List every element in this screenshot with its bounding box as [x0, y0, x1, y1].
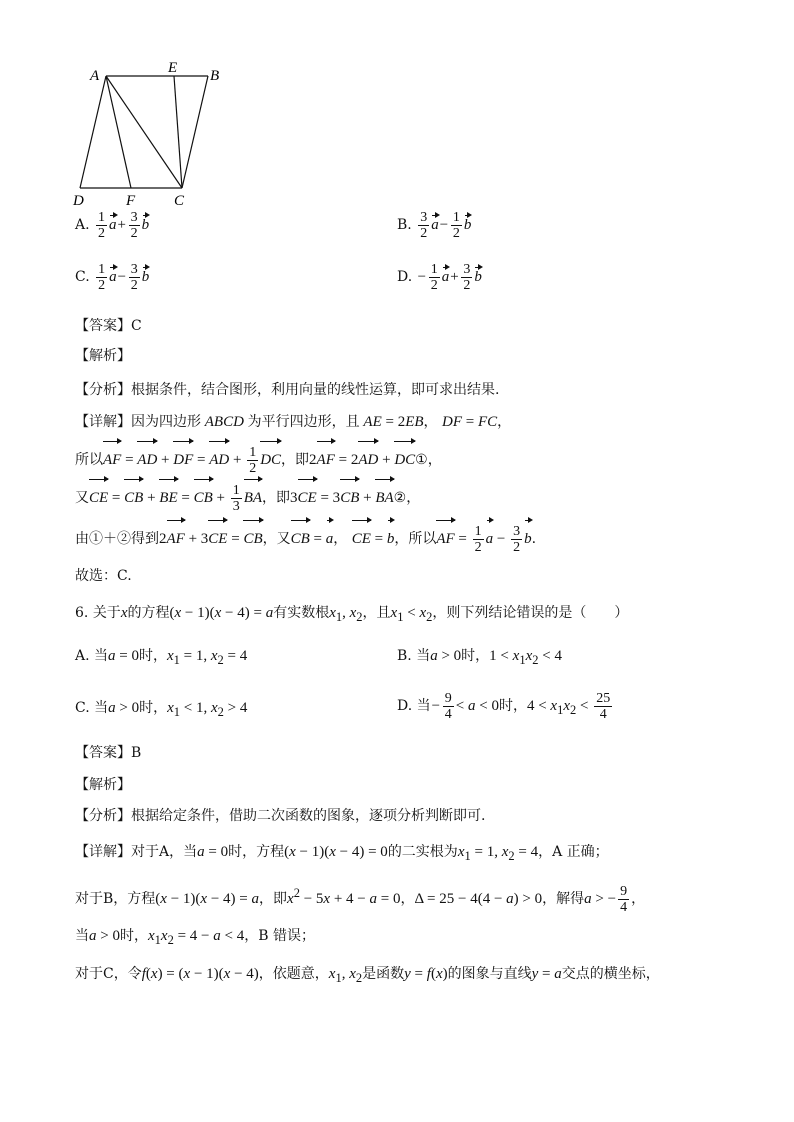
- segment-EC: [174, 76, 182, 188]
- q5-option-c: C. $\frac{1}{2}$ a− $\frac{3}{2}$ b: [75, 262, 150, 293]
- point-label-E: E: [168, 60, 178, 76]
- q5-answer: 【答案】C: [75, 318, 142, 334]
- point-label-A: A: [90, 68, 100, 84]
- point-label-B: B: [210, 68, 220, 84]
- parallelogram-figure: [70, 60, 230, 210]
- point-label-C: C: [174, 193, 185, 209]
- q5-fenxi: 【分析】根据条件，结合图形，利用向量的线性运算，即可求出结果.: [75, 382, 500, 398]
- q6-detail-b2: 当a > 0时，$x_1x_2 = 4 - a < 4$，B 错误；: [75, 928, 315, 947]
- q6-stem: 6. 关于x的方程(x − 1)(x − 4) = a有实数根$x_1$, $x_2$，且$x_1 < x_2$，则下列结论错误的是（ ）: [75, 605, 629, 624]
- segment-AF: [106, 76, 131, 188]
- q6-fenxi: 【分析】根据给定条件，借助二次函数的图象，逐项分析判断即可.: [75, 808, 486, 824]
- q6-option-a: A. 当a = 0时，$x_1 = 1$, $x_2 = 4$: [75, 648, 248, 667]
- q5-option-a: A. $\frac{1}{2}$ a+ $\frac{3}{2}$ b: [75, 210, 150, 241]
- q6-option-c: C. 当a > 0时，$x_1 < 1$, $x_2 > 4$: [75, 700, 248, 719]
- segment-AD: [80, 76, 106, 188]
- q6-detail-a: 【详解】对于A，当a = 0时，方程(x − 1)(x − 4) = 0的二实根为$x_1 = 1$, $x_2 = 4$，A 正确；: [75, 844, 609, 863]
- q6-detail-c: 对于C，令f(x) = (x − 1)(x − 4)，依题意，$x_1$, $x_2$是函数y = f(x)的图象与直线y = a交点的横坐标，: [75, 966, 660, 985]
- q5-detail-2: 所以AF = AD + DF = AD + $\frac{1}{2}$ DC，即2AF = 2AD + DC①，: [75, 443, 442, 477]
- q5-option-b: B. $\frac{3}{2}$ a− $\frac{1}{2}$ b: [397, 210, 472, 241]
- q5-detail-3: 又CE = CB + BE = CB + $\frac{1}{3}$ BA，即3CE = 3CB + BA②，: [75, 481, 420, 515]
- q5-choice: 故选：C.: [75, 568, 132, 584]
- q5-detail-1: 【详解】因为四边形 ABCD 为平行四边形，且 AE = 2EB， DF = FC，: [75, 414, 512, 430]
- point-label-D: D: [73, 193, 84, 209]
- q6-detail-b: 对于B，方程(x − 1)(x − 4) = a，即$x^2 - 5x + 4 - a = 0$，Δ = 25 − 4(4 − a) > 0，解得a > − $\frac{9}{4}$ ，: [75, 884, 646, 916]
- q6-analysis-heading: 【解析】: [75, 777, 131, 793]
- q5-analysis-heading: 【解析】: [75, 348, 131, 364]
- q5-option-d: D. − $\frac{1}{2}$ a+ $\frac{3}{2}$ b: [397, 262, 482, 293]
- q5-detail-4: 由①＋②得到2AF + 3CE = CB，又CB = a， CE = b，所以AF = $\frac{1}{2}$ a − $\frac{3}{2}$ b.: [75, 522, 536, 556]
- point-label-F: F: [126, 193, 136, 209]
- q6-option-d: D. 当− $\frac{9}{4}$ < a < 0时，$4 < x_1x_2$ < $\frac{25}{4}$: [397, 691, 611, 723]
- segment-BC: [182, 76, 208, 188]
- q6-option-b: B. 当a > 0时，$1 < x_1x_2 < 4$: [397, 648, 562, 667]
- segment-AC: [106, 76, 182, 188]
- q6-answer: 【答案】B: [75, 745, 142, 761]
